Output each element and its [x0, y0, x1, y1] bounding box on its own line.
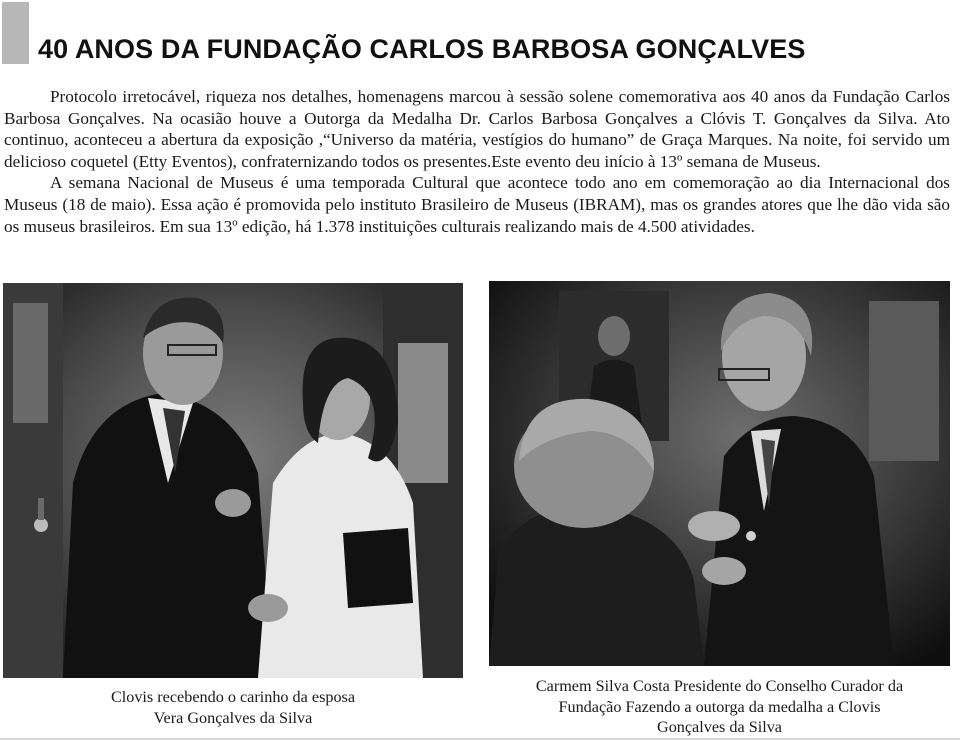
article-body: [4, 86, 950, 237]
caption-right-line-3: Gonçalves da Silva: [657, 718, 782, 736]
photo-clovis-and-wife: [3, 283, 463, 678]
photo-medal-ceremony-image: [489, 281, 950, 666]
caption-right-line-2: Fundação Fazendo a outorga da medalha a Clovis: [558, 697, 881, 716]
caption-left-line-1: Clovis recebendo o carinho da esposa: [110, 688, 356, 706]
photo-medal-ceremony: [489, 281, 950, 666]
bottom-divider: [0, 738, 960, 740]
title-accent-bar: [2, 2, 29, 64]
article-title: 40 ANOS DA FUNDAÇÃO CARLOS BARBOSA GONÇALVES: [38, 34, 806, 64]
article-paragraph-1: Protocolo irretocável, riqueza nos detalhes, homenagens marcou à sessão solene comemorativa aos 40 anos da Fundação Carlos Barbosa Gonçalves. Na ocasião houve a Outorga da Medalha Dr. Carlos Barbosa Gonçalves a Clóvis T. Gonçalves da Silva. Ato continuo, aconteceu a abertura da exposição ,“Universo da matéria, vestígios do humano” de Graça Marques. Na noite, foi servido um delicioso coquetel (Etty Eventos), confraternizando todos os presentes.Este evento deu início à 13º semana de Museus.: [4, 87, 950, 171]
caption-right: [489, 676, 950, 738]
photo-clovis-and-wife-image: [3, 283, 463, 678]
article-paragraph-2: A semana Nacional de Museus é uma temporada Cultural que acontece todo ano em comemoração ao dia Internacional dos Museus (18 de maio). Essa ação é promovida pelo instituto Brasileiro de Museus (IBRAM), mas os grandes atores que lhe dão vida são os museus brasileiros. Em sua 13º edição, há 1.378 instituições culturais realizando mais de 4.500 atividades.: [4, 173, 950, 236]
caption-left-line-2: Vera Gonçalves da Silva: [153, 708, 313, 727]
caption-right-line-1: Carmem Silva Costa Presidente do Conselho Curador da: [535, 677, 904, 695]
caption-left: [3, 687, 463, 728]
